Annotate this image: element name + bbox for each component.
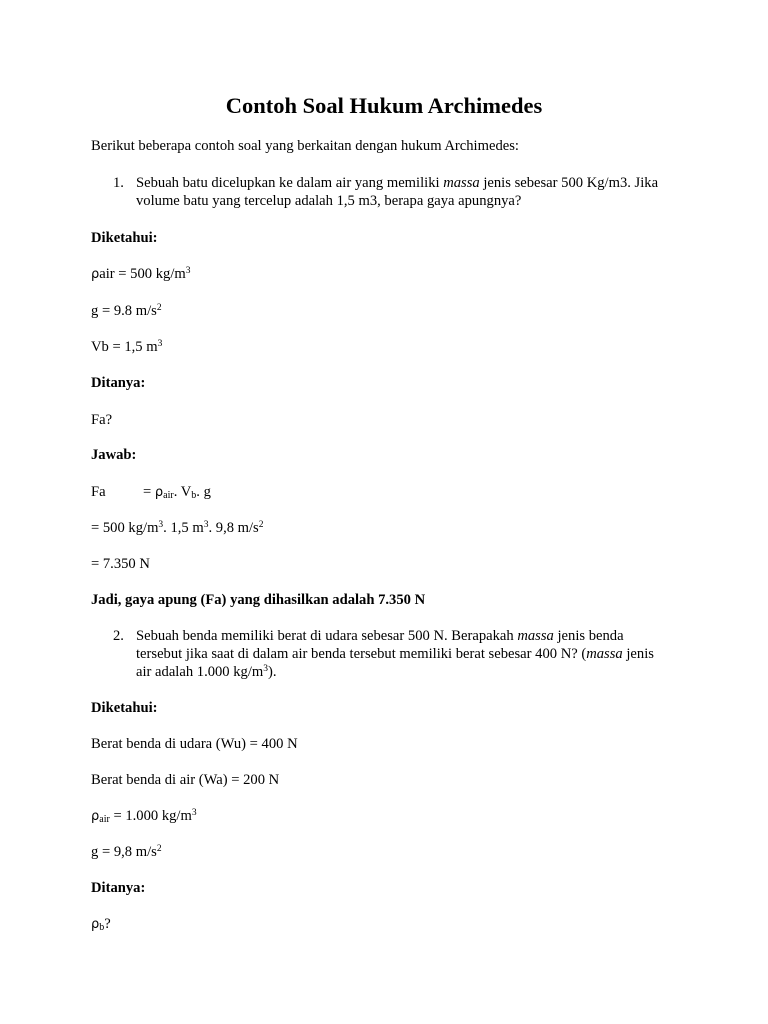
- q1-given-rho: ρair = 500 $kg/m^3$: [91, 266, 191, 282]
- page-title: Contoh Soal Hukum Archimedes: [225, 93, 543, 118]
- q1-number: 1.: [113, 175, 124, 191]
- q2-given-g: g = 9,8 $m/s^2$: [91, 844, 162, 860]
- q1-ditanya-heading: Ditanya:: [91, 375, 146, 391]
- q2-number: 2.: [113, 628, 124, 644]
- q2-question-line3: air adalah 1.000 $kg/m^3$).: [136, 664, 277, 680]
- q1-given-vb: Vb = 1,5 $m^3$: [91, 339, 163, 355]
- q2-asked: $\rho_b$?: [91, 916, 111, 933]
- q2-given-rho: $\rho_{air} = 1.000$ $kg/m^3$: [91, 808, 197, 825]
- q1-diketahui-heading: Diketahui:: [91, 230, 158, 246]
- q1-given-g: g = 9.8 $m/s^2$: [91, 303, 162, 319]
- q1-jawab-heading: Jawab:: [91, 447, 137, 463]
- q2-diketahui-heading: Diketahui:: [91, 700, 158, 716]
- intro-text: Berikut beberapa contoh soal yang berkaitan dengan hukum Archimedes:: [91, 138, 519, 154]
- q1-asked: Fa?: [91, 412, 113, 428]
- q1-conclusion: Jadi, gaya apung (Fa) yang dihasilkan adalah 7.350 N: [91, 592, 426, 608]
- q2-given-wu: Berat benda di udara (Wu) = 400 N: [91, 736, 298, 752]
- q1-question-line1: Sebuah batu dicelupkan ke dalam air yang memiliki massa jenis sebesar 500 Kg/m3. Jika: [136, 175, 659, 191]
- q2-given-wa: Berat benda di air (Wa) = 200 N: [91, 772, 280, 788]
- q2-question: [136, 627, 696, 681]
- q1-equation-1: $Fa = \rho_{air}$. $V_b$. g: [91, 484, 211, 501]
- q2-question-line1: Sebuah benda memiliki berat di udara sebesar 500 N. Berapakah massa jenis benda: [136, 628, 624, 644]
- q1-equation-3: = 7.350 N: [91, 556, 150, 572]
- q1-question: [136, 174, 696, 210]
- q2-ditanya-heading: Ditanya:: [91, 880, 146, 896]
- q1-question-line2: volume batu yang tercelup adalah 1,5 m3, berapa gaya apungnya?: [136, 193, 522, 209]
- q1-equation-2: = 500 $kg/m^3$. 1,5 $m^3$. 9,8 $m/s^2$: [91, 520, 264, 536]
- q2-question-line2: tersebut jika saat di dalam air benda tersebut memiliki berat sebesar 400 N? (massa jenis: [136, 646, 654, 662]
